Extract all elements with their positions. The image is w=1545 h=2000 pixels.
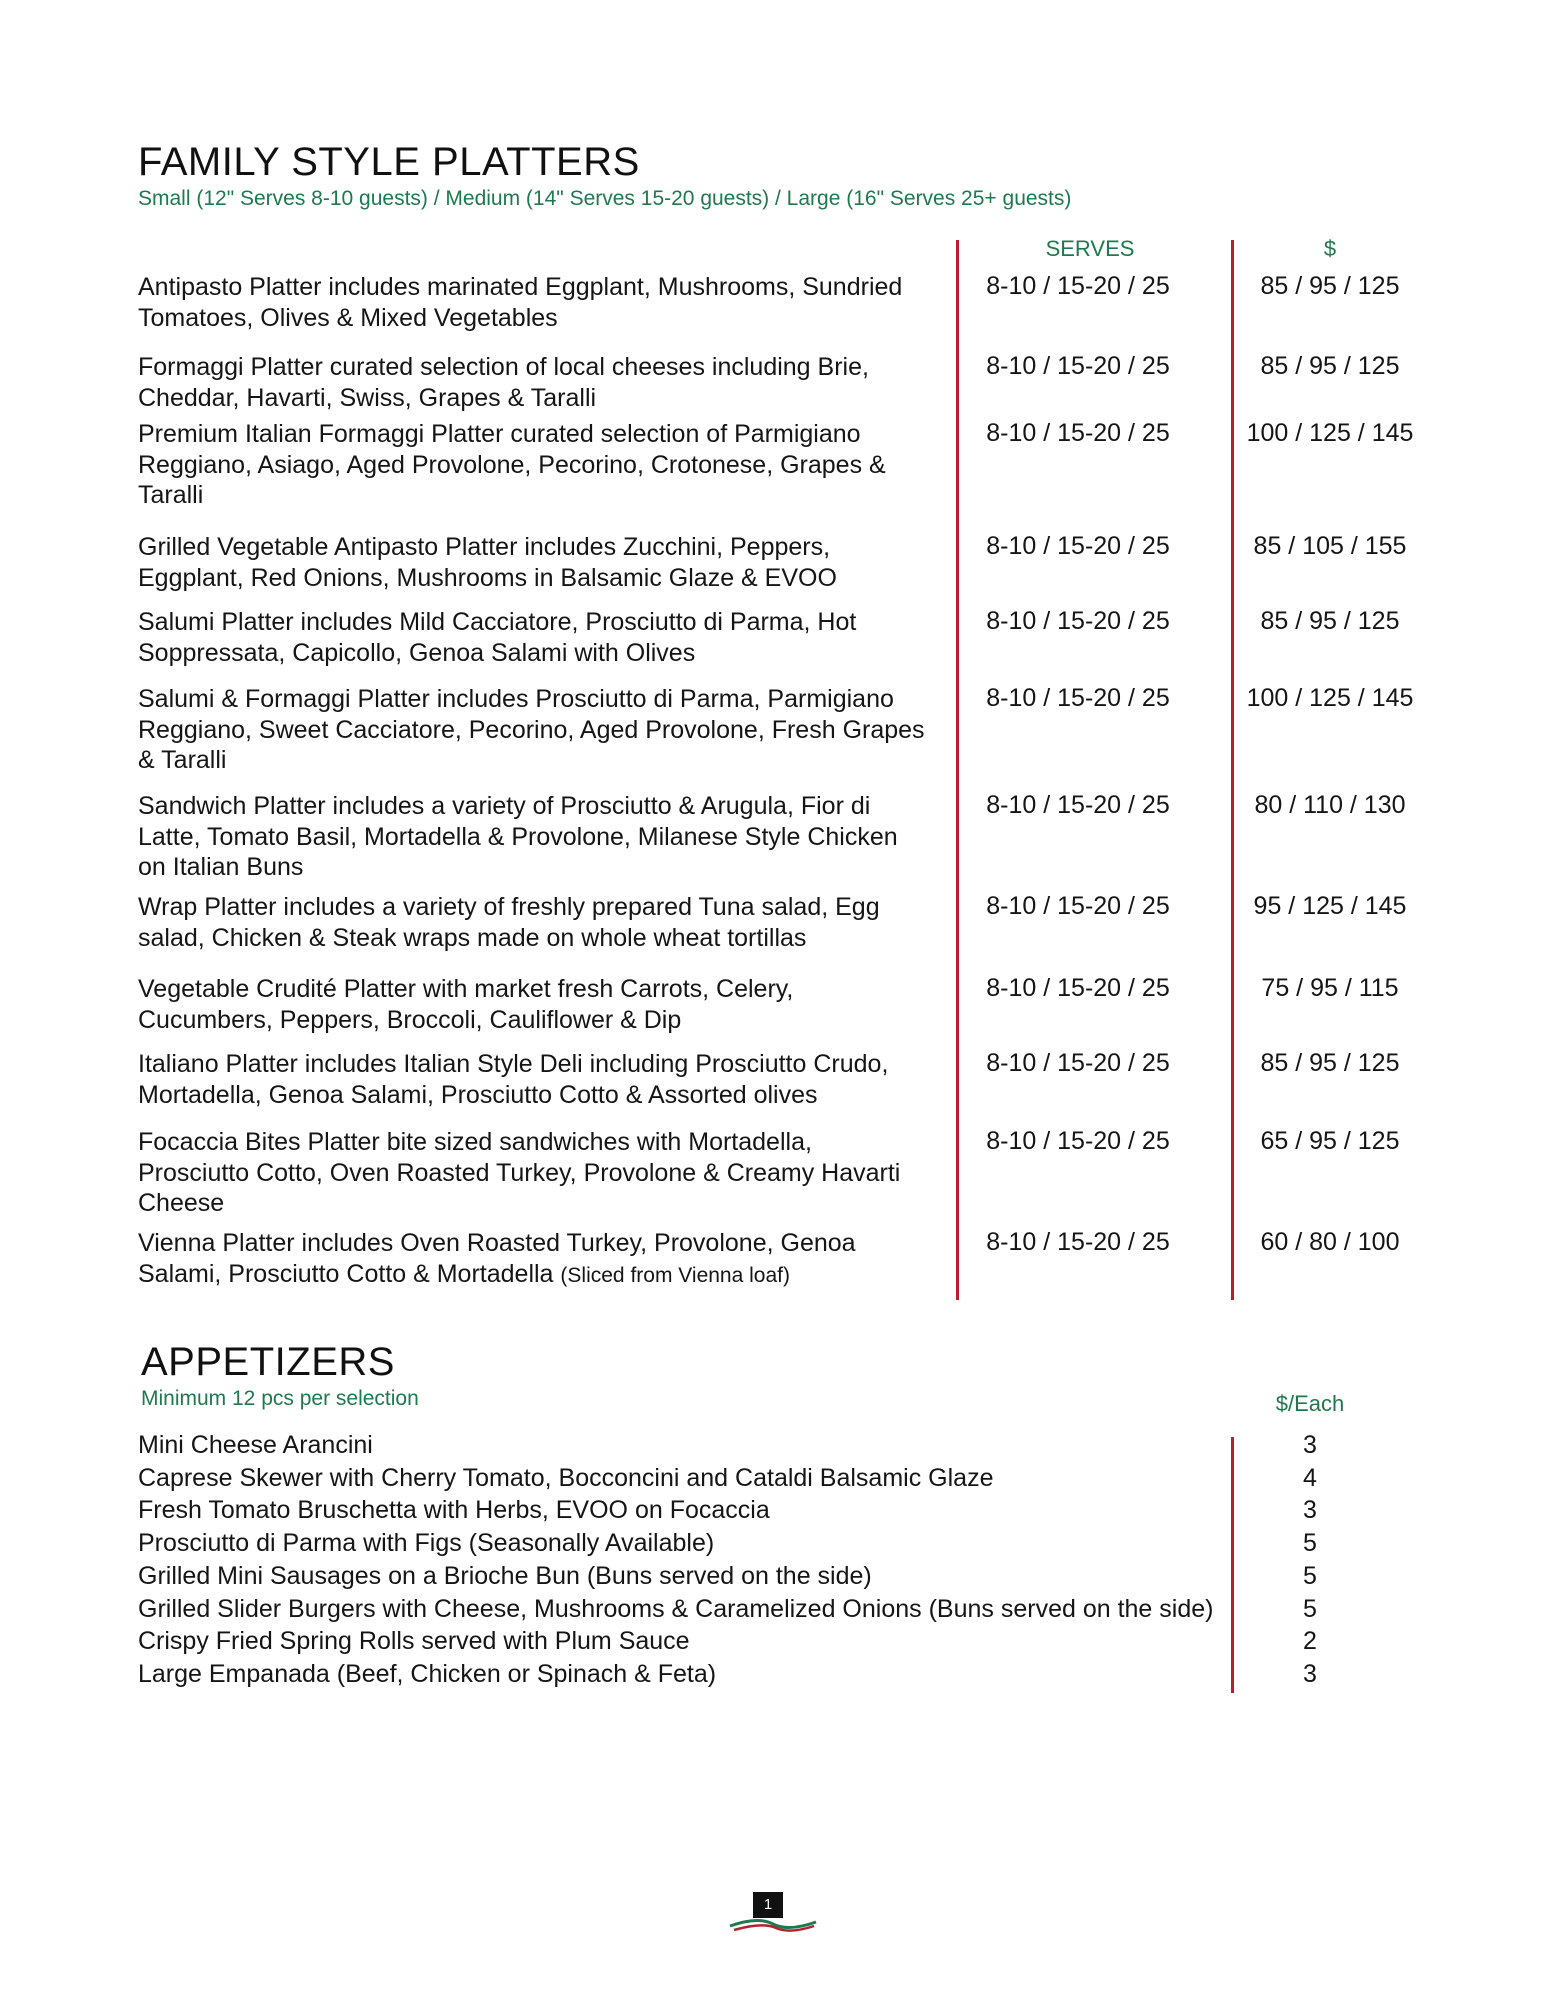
platters-title: FAMILY STYLE PLATTERS	[138, 140, 640, 184]
platter-serves: 8-10 / 15-20 / 25	[986, 1049, 1170, 1077]
appetizer-price: 2	[1303, 1627, 1317, 1656]
platter-description-text: Vienna Platter includes Oven Roasted Turkey, Provolone, Genoa Salami, Prosciutto Cotto & Mortadella	[138, 1229, 856, 1288]
platter-description	[138, 974, 928, 1035]
platter-serves: 8-10 / 15-20 / 25	[986, 352, 1170, 380]
platter-description	[138, 607, 928, 668]
platter-serves: 8-10 / 15-20 / 25	[986, 532, 1170, 560]
appetizer-price: 5	[1303, 1561, 1317, 1590]
appetizer-price: 5	[1303, 1529, 1317, 1558]
appetizer-name: Caprese Skewer with Cherry Tomato, Bocconcini and Cataldi Balsamic Glaze	[138, 1463, 994, 1492]
platter-note: (Sliced from Vienna loaf)	[560, 1263, 790, 1287]
platter-price: 60 / 80 / 100	[1260, 1228, 1400, 1256]
platter-description-text: Premium Italian Formaggi Platter curated selection of Parmigiano Reggiano, Asiago, Aged Provolone, Pecorino, Crotonese, Grapes & Taralli	[138, 420, 886, 509]
platter-description	[138, 892, 928, 953]
platter-serves: 8-10 / 15-20 / 25	[986, 607, 1170, 635]
platter-description-text: Salumi Platter includes Mild Cacciatore, Prosciutto di Parma, Hot Soppressata, Capicollo, Genoa Salami with Olives	[138, 608, 857, 667]
platter-description	[138, 1127, 928, 1219]
logo-swoosh-icon	[728, 1912, 818, 1934]
platter-description-text: Grilled Vegetable Antipasto Platter includes Zucchini, Peppers, Eggplant, Red Onions, Mushrooms in Balsamic Glaze & EVOO	[138, 533, 837, 592]
appetizer-price: 4	[1303, 1463, 1317, 1492]
appetizer-divider-line	[1231, 1437, 1234, 1693]
platter-description	[138, 1228, 928, 1291]
serves-divider-line	[956, 240, 959, 1300]
platter-description	[138, 684, 928, 776]
appetizer-price: 3	[1303, 1496, 1317, 1525]
platter-price: 65 / 95 / 125	[1260, 1127, 1400, 1155]
platter-description-text: Wrap Platter includes a variety of freshly prepared Tuna salad, Egg salad, Chicken & Steak wraps made on whole wheat tortillas	[138, 893, 880, 952]
each-price-column-header: $/Each	[1275, 1391, 1345, 1416]
platter-description	[138, 1049, 928, 1110]
platter-price: 85 / 95 / 125	[1260, 1049, 1400, 1077]
platter-description	[138, 272, 928, 333]
platter-price: 85 / 95 / 125	[1260, 352, 1400, 380]
platter-price: 95 / 125 / 145	[1253, 892, 1407, 920]
appetizers-title: APPETIZERS	[141, 1340, 395, 1384]
platter-price: 85 / 105 / 155	[1253, 532, 1407, 560]
platters-subtitle: Small (12" Serves 8-10 guests) / Medium (14" Serves 15-20 guests) / Large (16" Serves 25+ guests)	[138, 187, 1072, 210]
page-number-badge: 1	[753, 1892, 783, 1918]
platter-description	[138, 419, 928, 511]
platter-serves: 8-10 / 15-20 / 25	[986, 974, 1170, 1002]
platter-price: 100 / 125 / 145	[1246, 684, 1414, 712]
platter-price: 100 / 125 / 145	[1246, 419, 1414, 447]
platter-description-text: Antipasto Platter includes marinated Eggplant, Mushrooms, Sundried Tomatoes, Olives & Mixed Vegetables	[138, 273, 903, 332]
platter-price: 75 / 95 / 115	[1261, 974, 1399, 1002]
platter-description	[138, 532, 928, 593]
platter-serves: 8-10 / 15-20 / 25	[986, 892, 1170, 920]
platter-price: 80 / 110 / 130	[1254, 791, 1406, 819]
price-divider-line	[1231, 240, 1234, 1300]
appetizer-price: 5	[1303, 1594, 1317, 1623]
appetizer-name: Fresh Tomato Bruschetta with Herbs, EVOO on Focaccia	[138, 1496, 770, 1525]
platter-description-text: Focaccia Bites Platter bite sized sandwiches with Mortadella, Prosciutto Cotto, Oven Roasted Turkey, Provolone & Creamy Havarti Cheese	[138, 1128, 901, 1217]
platter-serves: 8-10 / 15-20 / 25	[986, 684, 1170, 712]
appetizers-subtitle: Minimum 12 pcs per selection	[141, 1387, 419, 1410]
appetizer-name: Grilled Mini Sausages on a Brioche Bun (Buns served on the side)	[138, 1561, 872, 1590]
appetizer-name: Prosciutto di Parma with Figs (Seasonally Available)	[138, 1529, 715, 1558]
appetizer-name: Crispy Fried Spring Rolls served with Plum Sauce	[138, 1627, 690, 1656]
platter-serves: 8-10 / 15-20 / 25	[986, 272, 1170, 300]
platter-description	[138, 352, 928, 413]
platter-description	[138, 791, 928, 883]
appetizer-price: 3	[1303, 1659, 1317, 1688]
appetizer-name: Mini Cheese Arancini	[138, 1431, 373, 1459]
platter-description-text: Sandwich Platter includes a variety of Prosciutto & Arugula, Fior di Latte, Tomato Basil, Mortadella & Provolone, Milanese Style Chicken on Italian Buns	[138, 792, 898, 881]
price-column-header: $	[1323, 236, 1337, 261]
platter-description-text: Vegetable Crudité Platter with market fresh Carrots, Celery, Cucumbers, Peppers, Broccoli, Cauliflower & Dip	[138, 975, 794, 1034]
platter-serves: 8-10 / 15-20 / 25	[986, 1228, 1170, 1256]
appetizer-price: 3	[1303, 1431, 1317, 1459]
serves-column-header: SERVES	[1045, 236, 1135, 261]
platter-description-text: Formaggi Platter curated selection of local cheeses including Brie, Cheddar, Havarti, Swiss, Grapes & Taralli	[138, 353, 869, 412]
platter-serves: 8-10 / 15-20 / 25	[986, 419, 1170, 447]
platter-description-text: Salumi & Formaggi Platter includes Prosciutto di Parma, Parmigiano Reggiano, Sweet Cacciatore, Pecorino, Aged Provolone, Fresh Grapes & Taralli	[138, 685, 925, 774]
appetizer-name: Large Empanada (Beef, Chicken or Spinach & Feta)	[138, 1659, 717, 1688]
platter-price: 85 / 95 / 125	[1260, 272, 1400, 300]
appetizer-name: Grilled Slider Burgers with Cheese, Mushrooms & Caramelized Onions (Buns served on the side)	[138, 1594, 1214, 1623]
platter-price: 85 / 95 / 125	[1260, 607, 1400, 635]
platter-serves: 8-10 / 15-20 / 25	[986, 1127, 1170, 1155]
platter-description-text: Italiano Platter includes Italian Style Deli including Prosciutto Crudo, Mortadella, Genoa Salami, Prosciutto Cotto & Assorted olives	[138, 1050, 889, 1109]
platter-serves: 8-10 / 15-20 / 25	[986, 791, 1170, 819]
